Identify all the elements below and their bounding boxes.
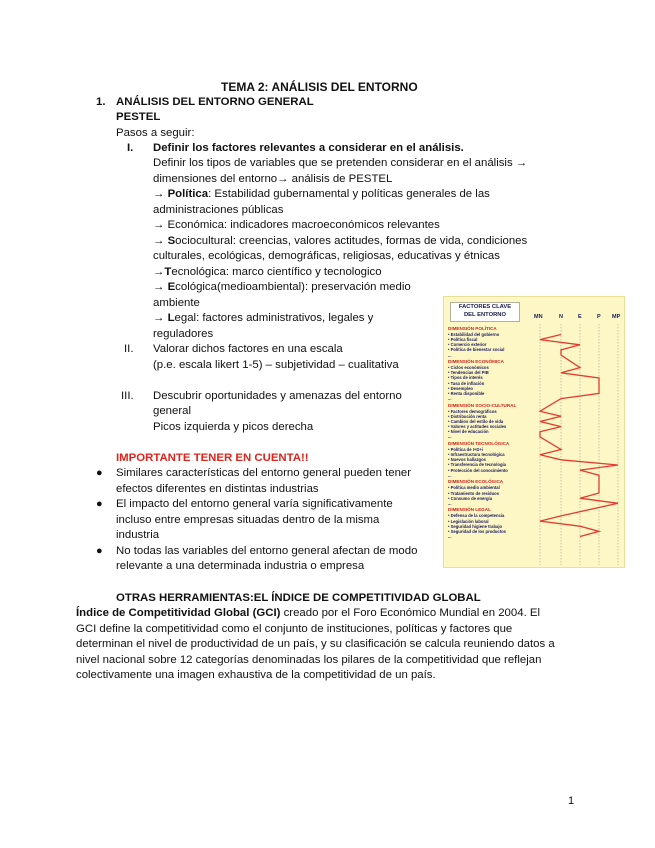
chart-dimension-label: DIMENSIÓN LEGAL <box>448 507 491 513</box>
chart-factor-label: • Transferencia de tecnología <box>448 462 507 468</box>
chart-dimension-label: DIMENSIÓN ECOLÓGICA <box>448 479 504 485</box>
chart-factor-label: • Seguridad de los productos <box>448 528 507 534</box>
text-line: Picos izquierda y picos derecha <box>153 421 314 433</box>
bullet-text: industria <box>116 529 160 541</box>
gci-term: Índice de Competitividad Global (GCI) <box>76 607 281 619</box>
factor-initial: S <box>167 235 176 247</box>
factor-legal <box>153 311 373 327</box>
chart-header-line: DEL ENTORNO <box>464 311 506 318</box>
bullet-icon: ● <box>96 545 103 557</box>
chart-factor-label: ... <box>448 534 452 539</box>
chart-factor-label: • Tratamiento de residuos <box>448 490 500 496</box>
chart-factor-label: • Tasa de inflación <box>448 380 485 386</box>
chart-dimension-label: DIMENSIÓN TECNOLÓGICA <box>448 441 510 447</box>
chart-factor-label: • Nuevos hallazgos <box>448 457 487 463</box>
chart-factor-label: • Factores demográficos <box>448 408 497 414</box>
chart-factor-label: • Ciclos económicos <box>448 365 489 371</box>
chart-factor-label: • Valores y actitudes sociales <box>448 424 507 430</box>
chart-factor-label: • Defensa de la competencia <box>448 513 505 519</box>
chart-column-label: MP <box>612 314 621 320</box>
pestel-profile-chart <box>443 296 625 568</box>
bullet-text: No todas las variables del entorno general afectan de modo <box>116 545 418 557</box>
step-number: II. <box>124 343 134 355</box>
chart-factor-label: ... <box>448 472 452 478</box>
factor-ecologica <box>153 280 411 296</box>
text-line: reguladores <box>153 328 214 340</box>
text-line: Descubrir oportunidades y amenazas del entorno <box>153 390 402 402</box>
text-line: Valorar dichos factores en una escala <box>153 343 343 355</box>
chart-factor-label: ... <box>448 500 452 506</box>
chart-factor-label: • Cambios del estilo de vida <box>448 418 504 424</box>
factor-text: : Estabilidad gubernamental y políticas generales de las <box>208 188 490 200</box>
chart-profile-line <box>540 335 618 537</box>
page-title: TEMA 2: ANÁLISIS DEL ENTORNO <box>221 80 418 94</box>
bullet-text: relevante a una determinada industria o empresa <box>116 560 365 572</box>
section-number: 1. <box>96 96 106 108</box>
arrow: → <box>153 312 168 324</box>
chart-factor-label: ... <box>448 352 452 358</box>
chart-factor-label: • Política de I+D+i <box>448 447 483 452</box>
chart-dimension-label: DIMENSIÓN ECONÓMICA <box>448 359 504 365</box>
gci-text: creado por el Foro Económico Mundial en 2004. El <box>280 607 541 619</box>
step-number: I. <box>127 142 134 154</box>
factor-politica <box>153 187 490 203</box>
step-heading: Definir los factores relevantes a considerar en el análisis. <box>153 142 464 154</box>
text-line: general <box>153 405 191 417</box>
arrow: → <box>153 281 168 293</box>
chart-factor-label: • Política medio ambiental <box>448 485 500 491</box>
step-number: III. <box>121 390 134 402</box>
chart-factor-label: • Desempleo <box>448 385 473 391</box>
chart-factor-label: • Política fiscal <box>448 337 478 343</box>
bullet-text: efectos diferentes en distintas industrias <box>116 483 319 495</box>
chart-column-label: E <box>578 314 582 320</box>
gci-paragraph-line: GCI define la competitividad como el conjunto de instituciones, políticas y factores que <box>76 623 513 635</box>
bullet-text: Similares características del entorno general pueden tener <box>116 467 412 479</box>
factor-text: ociocultural: creencias, valores actitudes, formas de vida, condiciones <box>175 235 528 247</box>
factor-text: ecnológica: marco científico y tecnologico <box>171 266 382 278</box>
arrow: → <box>153 188 168 200</box>
chart-factor-label: • Nivel de educación <box>448 429 489 435</box>
gci-paragraph-line: determinan el nivel de productividad de un país, y su clasificación se calcula reuniendo datos a <box>76 638 555 650</box>
bullet-text: El impacto del entorno general varía significativamente <box>116 498 393 510</box>
arrow: → <box>153 266 165 278</box>
factor-text: egal: factores administrativos, legales y <box>174 312 374 324</box>
chart-column-label: MN <box>534 314 543 320</box>
chart-factor-label: ... <box>448 434 452 440</box>
arrow: → <box>153 235 168 247</box>
chart-factor-label: ... <box>448 396 452 402</box>
chart-factor-label: • Consumo de energía <box>448 495 493 501</box>
chart-factor-label: • Infraestructura tecnológica <box>448 452 505 458</box>
gci-paragraph-line <box>76 606 540 622</box>
chart-factor-label: • Estabilidad del gobierno <box>448 331 500 337</box>
factor-initial: L <box>167 312 175 324</box>
text-line: Definir los tipos de variables que se pretenden considerar en el análisis → <box>153 157 528 169</box>
factor-initial: T <box>164 266 172 278</box>
factor-text: cológica(medioambiental): preservación medio <box>175 281 411 293</box>
chart-factor-label: • Protección del conocimiento <box>448 467 508 473</box>
section-heading: ANÁLISIS DEL ENTORNO GENERAL <box>116 96 314 108</box>
bullet-text: incluso entre empresas situadas dentro de la misma <box>116 514 380 526</box>
chart-profile-svg <box>444 297 626 569</box>
factor-initial: E <box>167 281 176 293</box>
bullet-icon: ● <box>96 498 103 510</box>
subheading-pestel: PESTEL <box>116 111 161 123</box>
chart-factor-label: • Seguridad higiene trabajo <box>448 523 503 529</box>
section2-heading: OTRAS HERRAMIENTAS:EL ÍNDICE DE COMPETITIVIDAD GLOBAL <box>116 592 481 604</box>
chart-factor-label: • Legislación laboral <box>448 518 489 524</box>
chart-factor-label: • Tendencias del PIB <box>448 370 489 376</box>
chart-header-line: FACTORES CLAVE <box>458 304 512 310</box>
gci-paragraph-line: colectivamente una imagen exhaustiva de la competitividad de un país. <box>76 669 436 681</box>
text-line: dimensiones del entorno→ análisis de PESTEL <box>153 173 393 185</box>
bullet-icon: ● <box>96 467 103 479</box>
steps-intro: Pasos a seguir: <box>116 127 195 139</box>
page-number: 1 <box>568 795 575 807</box>
factor-tecnologica <box>153 265 382 281</box>
chart-dimension-label: DIMENSIÓN POLÍTICA <box>448 326 497 331</box>
chart-factor-label: • Renta disponible <box>448 390 485 396</box>
important-note: IMPORTANTE TENER EN CUENTA!! <box>116 452 309 464</box>
factor-economica: → Económica: indicadores macroeconómicos relevantes <box>153 219 440 231</box>
chart-factor-label: • Política de bienestar social <box>448 347 505 353</box>
text-line: administraciones públicas <box>153 204 284 216</box>
text-line: (p.e. escala likert 1-5) – subjetividad – cualitativa <box>153 359 399 371</box>
chart-column-label: N <box>559 314 563 320</box>
gci-paragraph-line: nivel nacional sobre 12 categorías denominadas los pilares de la competitividad que reflejan <box>76 654 542 666</box>
chart-factor-label: • Comercio exterior <box>448 342 487 348</box>
chart-factor-label: • Tipos de interés <box>448 375 483 381</box>
factor-sociocultural <box>153 234 527 250</box>
factor-label: Política <box>167 188 209 200</box>
text-line: ambiente <box>153 297 200 309</box>
chart-factor-label: • Distribución renta <box>448 413 487 419</box>
chart-dimension-label: DIMENSIÓN SOCIO-CULTURAL <box>448 402 517 408</box>
chart-column-label: P <box>597 314 601 320</box>
text-line: culturales, ecológicas, demográficas, religiosas, educativas y étnicas <box>153 250 500 262</box>
